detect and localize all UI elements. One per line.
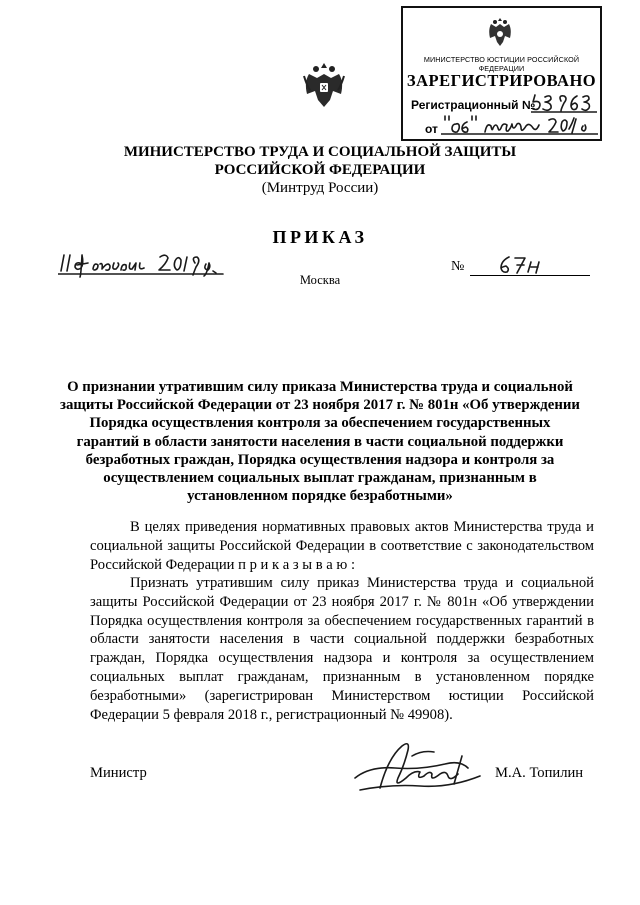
handwritten-signature xyxy=(350,738,500,798)
city-label: Москва xyxy=(299,273,341,287)
handwritten-order-number xyxy=(495,253,555,277)
stamp-ministry-text: МИНИСТЕРСТВО ЮСТИЦИИ РОССИЙСКОЙ ФЕДЕРАЦИИ xyxy=(423,55,580,73)
stamp-handwritten-date xyxy=(441,114,598,136)
coat-of-arms-icon xyxy=(485,14,515,50)
ministry-name-line1: МИНИСТЕРСТВО ТРУДА И СОЦИАЛЬНОЙ ЗАЩИТЫ xyxy=(123,144,517,160)
body-paragraph-order: Признать утратившим силу приказ Министерства труда и социальной защиты Российской Федерации от 23 ноября 2017 г. № 801н «Об утверждении Порядка осуществления контроля за обеспечением государственных гарантий в области занятости населения в части социальной поддержки безработных граждан, Порядка осуществления надзора и контроля за осуществлением социальных выплат гражданам, признанным в установленном порядке безработными» (зарегистрирован Министерством юстиции Российской Федерации 5 февраля 2018 г., регистрационный № 49908). xyxy=(90,575,594,723)
document-type-title: ПРИКАЗ xyxy=(272,227,368,247)
body-paragraph-preamble: В целях приведения нормативных правовых актов Министерства труда и социальной защиты Российской Федерации в соответствие с законодательством Российской Федерации п р и к а з ы в а ю : xyxy=(90,519,594,573)
stamp-handwritten-reg-number xyxy=(531,93,597,113)
ministry-short-name: (Минтруд России) xyxy=(261,180,379,196)
stamp-reg-label: Регистрационный № xyxy=(411,98,536,112)
order-number-sign: № xyxy=(451,259,465,274)
ministry-name-line2: РОССИЙСКОЙ ФЕДЕРАЦИИ xyxy=(214,162,426,178)
order-subject: О признании утратившим силу приказа Министерства труда и социальной защиты Российской Федерации от 23 ноября 2017 г. № 801н «Об утверждении Порядка осуществления контроля за обеспечением государственных гарантий в области занятости населения в части социальной поддержки безработных граждан, Порядка осуществления надзора и контроля за осуществлением социальных выплат гражданам, признанным в установленном порядке безработными» xyxy=(60,379,580,505)
coat-of-arms-icon xyxy=(302,60,346,112)
signatory-title: Министр xyxy=(90,765,147,781)
registration-stamp xyxy=(401,6,602,141)
signatory-name: М.А. Топилин xyxy=(495,765,584,781)
stamp-registered-text: ЗАРЕГИСТРИРОВАНО xyxy=(406,71,597,90)
stamp-date-label: от xyxy=(425,122,438,136)
